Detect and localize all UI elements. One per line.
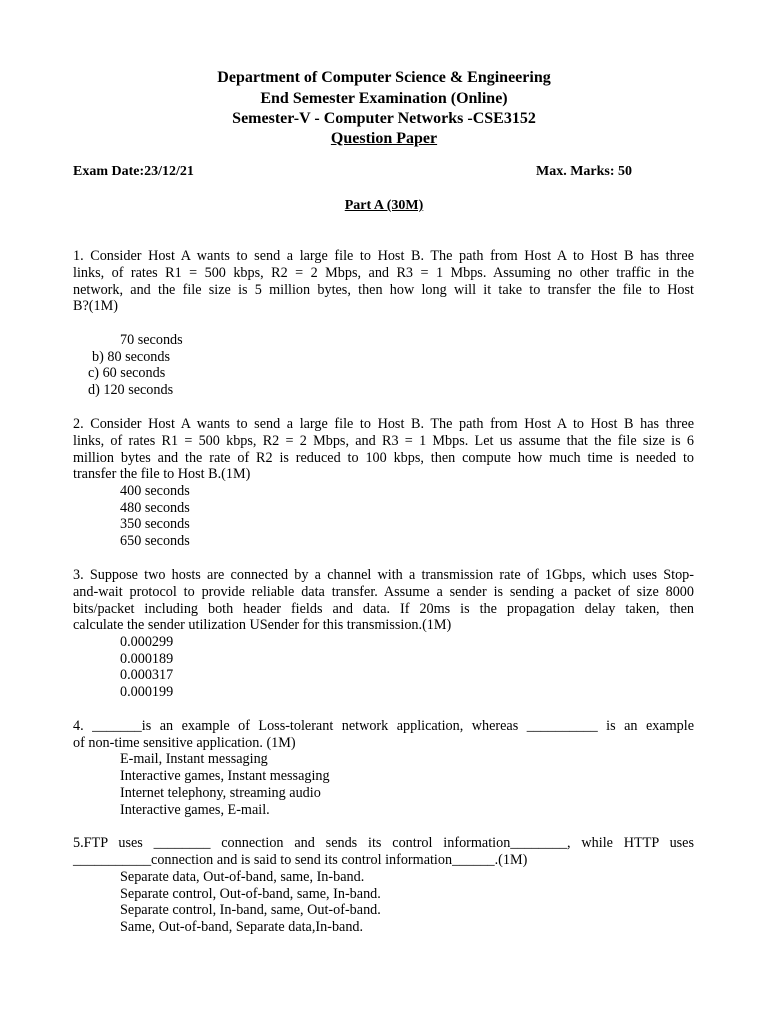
option-2a: 400 seconds (120, 483, 190, 499)
paper-title-wrap (0, 129, 768, 149)
question-text-line: ___________connection and is said to send its control information______.(1M) (73, 851, 528, 868)
question-text-line: calculate the sender utilization USender for this transmission.(1M) (73, 617, 452, 634)
option-5d: Same, Out-of-band, Separate data,In-band. (120, 919, 364, 935)
question-text-line: million bytes and the rate of R2 is reduced to 100 kbps, then compute how much time is needed to (73, 449, 694, 466)
option-4c: Internet telephony, streaming audio (120, 785, 321, 801)
option-4b: Interactive games, Instant messaging (120, 768, 330, 784)
option-4a: E-mail, Instant messaging (120, 751, 268, 767)
part-a-title: Part A (30M) (344, 198, 424, 213)
option-2b: 480 seconds (120, 500, 190, 516)
option-3d: 0.000199 (120, 684, 174, 700)
question-text-line: bits/packet including both header fields and data. If 20ms is the propagation delay taken, then (73, 600, 694, 617)
option-3a: 0.000299 (120, 634, 174, 650)
question-text-line: links, of rates R1 = 500 kbps, R2 = 2 Mbps, and R3 = 1 Mbps. Assuming no other traffic in the (73, 264, 694, 281)
department-title: Department of Computer Science & Engineering (217, 69, 551, 86)
exam-title: End Semester Examination (Online) (260, 90, 508, 107)
option-1a: 70 seconds (120, 332, 183, 348)
option-5a: Separate data, Out-of-band, same, In-band. (120, 869, 365, 885)
option-4d: Interactive games, E-mail. (120, 802, 270, 818)
question-text-line: of non-time sensitive application. (1M) (73, 734, 296, 751)
question-3 (73, 567, 694, 634)
option-5c: Separate control, In-band, same, Out-of-band. (120, 902, 381, 918)
exam-date: Exam Date:23/12/21 (73, 164, 194, 179)
question-text-line: 2. Consider Host A wants to send a large file to Host B. The path from Host A to Host B has three (73, 416, 694, 432)
question-text-line: network, and the file size is 5 million bytes, then how long will it take to transfer the file to Host (73, 281, 694, 298)
option-5b: Separate control, Out-of-band, same, In-band. (120, 886, 381, 902)
option-1c: c) 60 seconds (88, 365, 166, 381)
question-2 (73, 416, 694, 483)
question-text-line: 3. Suppose two hosts are connected by a channel with a transmission rate of 1Gbps, which uses Stop- (73, 567, 694, 583)
question-5 (73, 835, 694, 869)
question-text-line: links, of rates R1 = 500 kbps, R2 = 2 Mbps, and R3 = 1 Mbps. Let us assume that the file size is 6 (73, 432, 694, 449)
question-text-line: 5.FTP uses ________ connection and sends its control information________, while HTTP uses (73, 835, 694, 851)
option-2d: 650 seconds (120, 533, 190, 549)
option-2c: 350 seconds (120, 516, 190, 532)
option-1d: d) 120 seconds (88, 382, 174, 398)
option-1b: b) 80 seconds (92, 349, 171, 365)
option-3b: 0.000189 (120, 651, 174, 667)
question-text-line: and-wait protocol to provide reliable data transfer. Assume a sender is sending a packet of size 8000 (73, 583, 694, 600)
question-1 (73, 248, 694, 315)
course-title: Semester-V - Computer Networks -CSE3152 (232, 110, 536, 127)
max-marks: Max. Marks: 50 (536, 164, 633, 179)
question-text-line: 4. _______is an example of Loss-tolerant network application, whereas __________ is an example (73, 718, 694, 734)
question-text-line: 1. Consider Host A wants to send a large file to Host B. The path from Host A to Host B has three (73, 248, 694, 264)
question-4 (73, 718, 694, 752)
paper-title: Question Paper (330, 130, 438, 147)
option-3c: 0.000317 (120, 667, 174, 683)
question-text-line: B?(1M) (73, 298, 118, 315)
question-text-line: transfer the file to Host B.(1M) (73, 466, 251, 483)
